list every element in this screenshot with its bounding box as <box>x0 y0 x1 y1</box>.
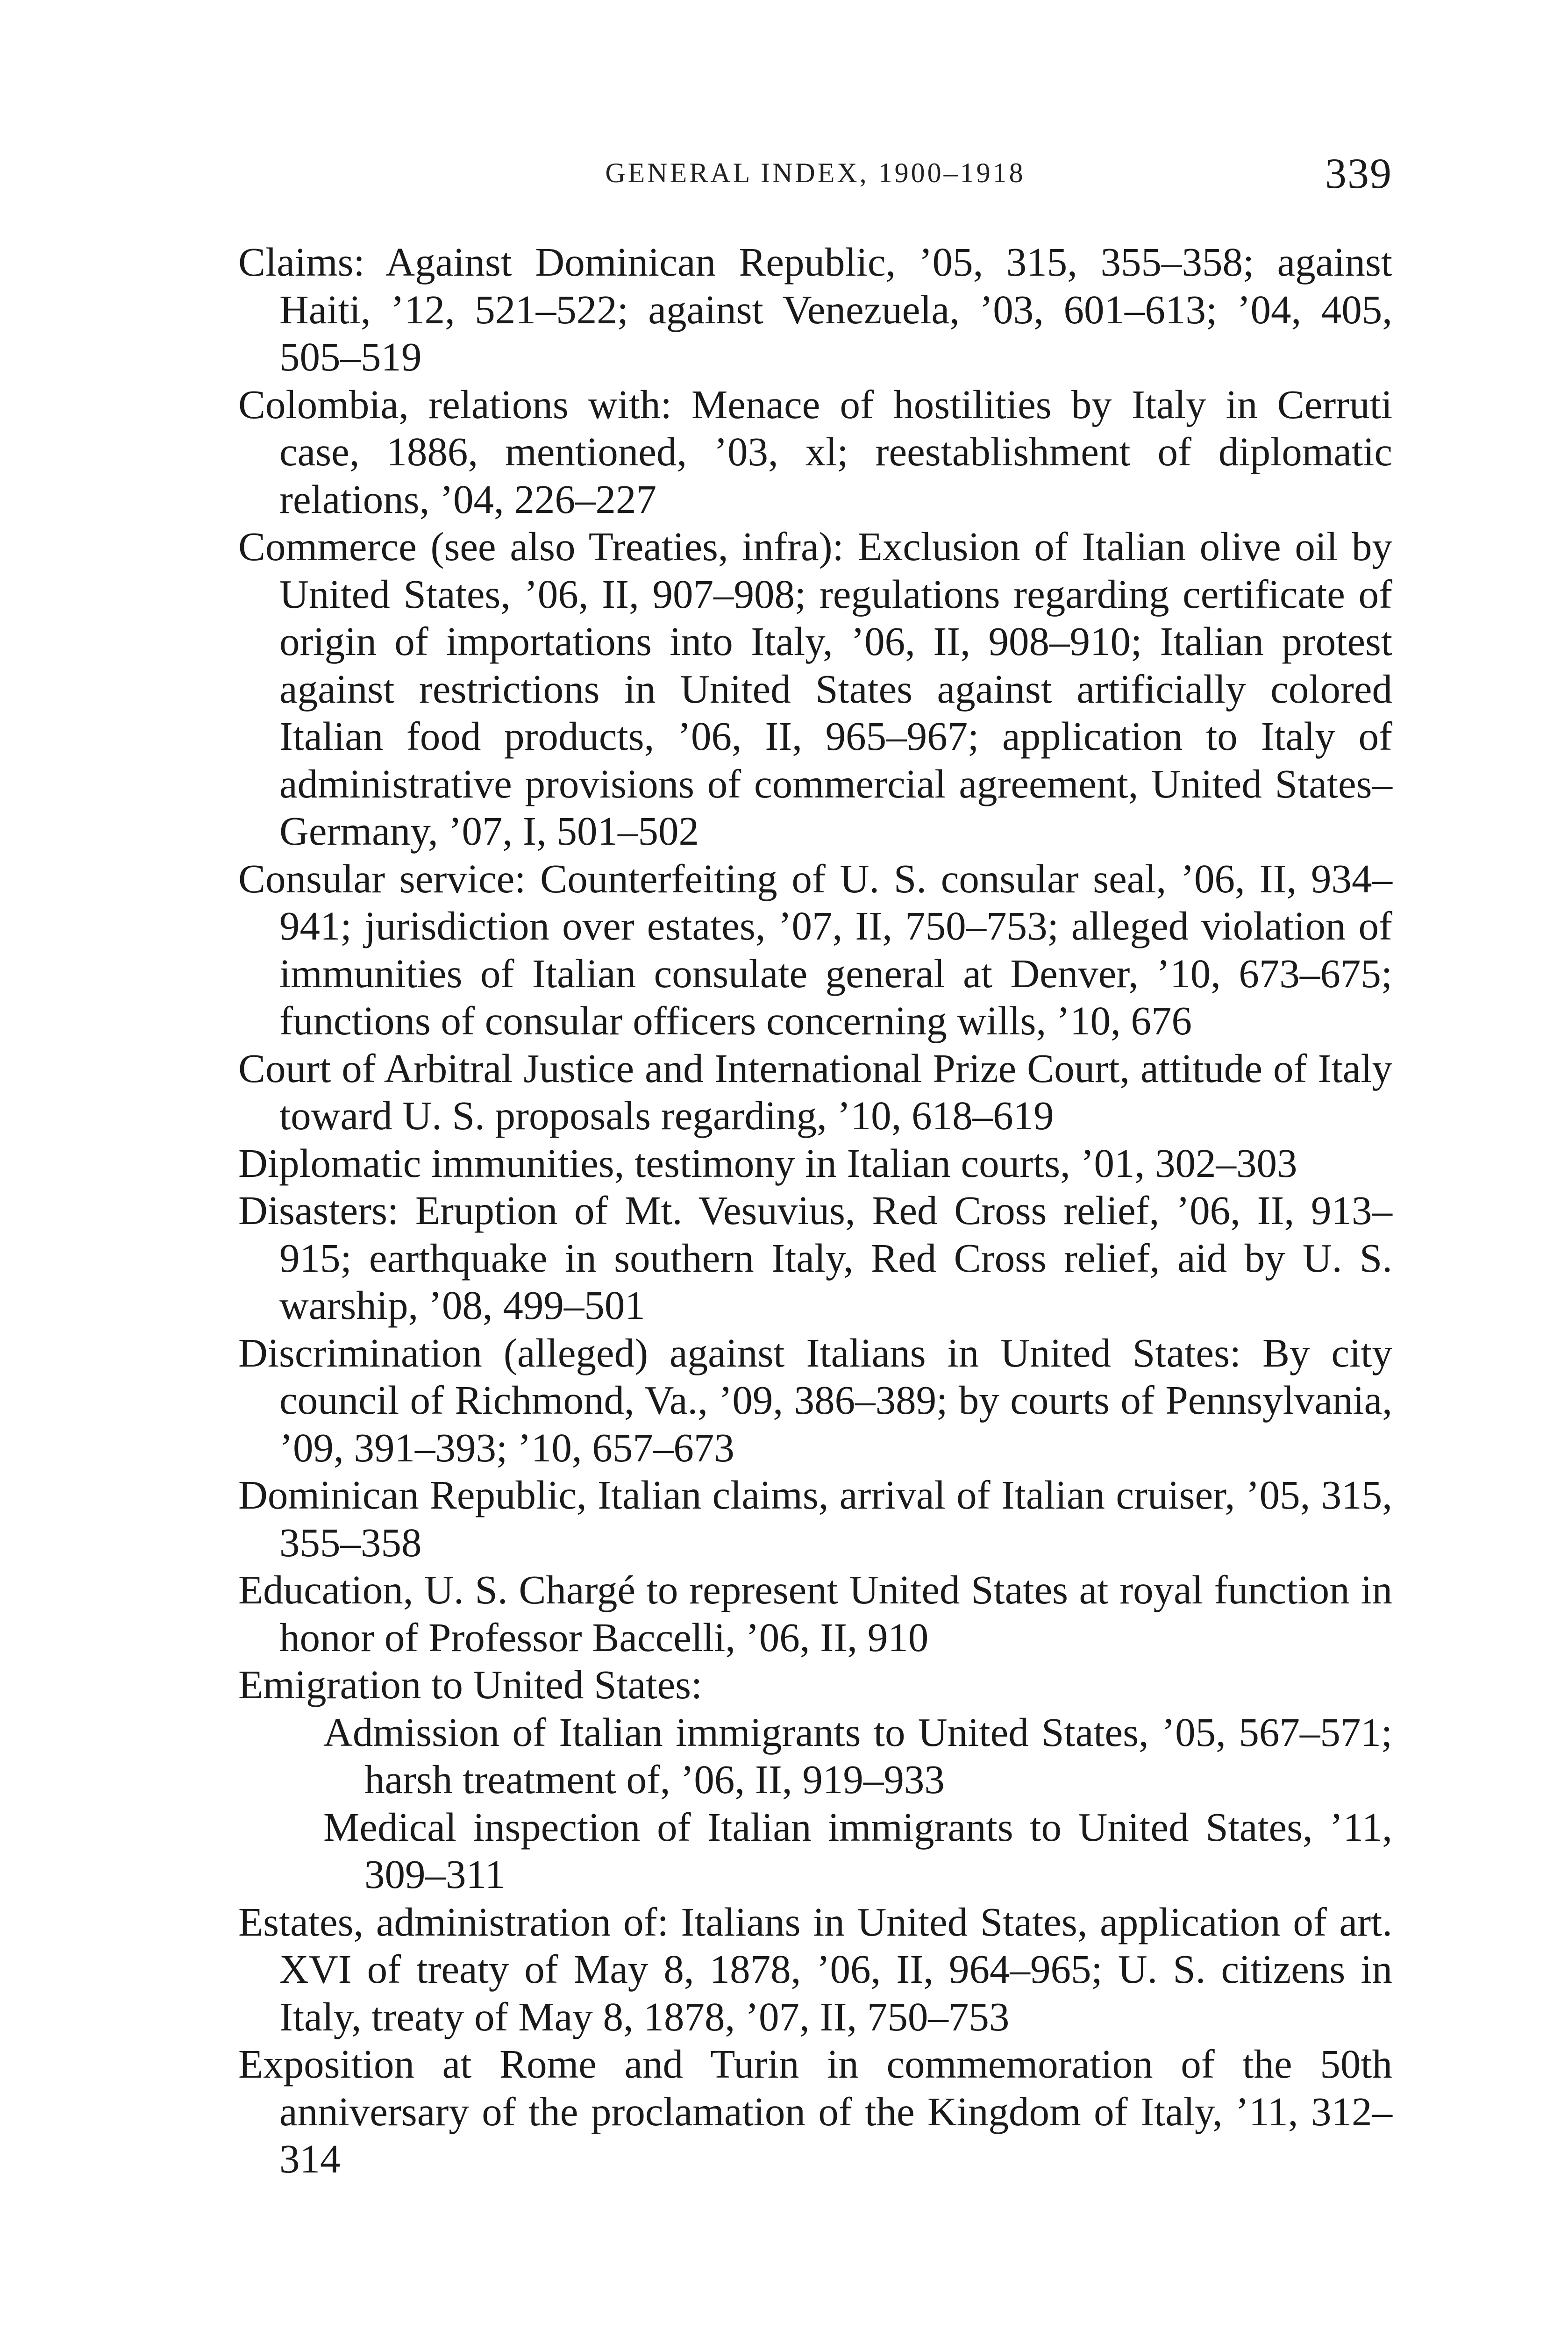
entry-text: Diplomatic immunities, testimony in Italian courts, ’01, 302–303 <box>238 1140 1297 1186</box>
index-entry-claims <box>238 238 1392 381</box>
index-entry-colombia <box>238 381 1392 523</box>
entry-text: Colombia, relations with: Menace of hostilities by Italy in Cerruti case, 1886, mentioned, ’03, xl; reestablishment of diplomatic relations, ’04, 226–227 <box>238 381 1392 522</box>
entry-text: Exposition at Rome and Turin in commemoration of the 50th anniversary of the proclamation of the Kingdom of Italy, ’11, 312–314 <box>238 2041 1392 2181</box>
index-entry-disasters <box>238 1187 1392 1329</box>
page-number: 339 <box>1325 150 1392 197</box>
index-entry-emigration <box>238 1661 1392 1709</box>
entry-text: Court of Arbitral Justice and International Prize Court, attitude of Italy toward U. S. proposals regarding, ’10, 618–619 <box>238 1045 1392 1138</box>
index-subentry-medical-inspection <box>238 1803 1392 1898</box>
entry-text: Discrimination (alleged) against Italians in United States: By city council of Richmond, Va., ’09, 386–389; by courts of Pennsylvania, ’09, 391–393; ’10, 657–673 <box>238 1330 1392 1470</box>
entry-text: Disasters: Eruption of Mt. Vesuvius, Red Cross relief, ’06, II, 913–915; earthquake in southern Italy, Red Cross relief, aid by U. S. warship, ’08, 499–501 <box>238 1188 1392 1328</box>
index-entry-exposition <box>238 2040 1392 2183</box>
entry-text: Emigration to United States: <box>238 1662 703 1707</box>
index-entry-consular-service <box>238 855 1392 1045</box>
entry-text: Education, U. S. Chargé to represent United States at royal function in honor of Professor Baccelli, ’06, II, 910 <box>238 1567 1392 1660</box>
entry-text: Estates, administration of: Italians in United States, application of art. XVI of treaty of May 8, 1878, ’06, II, 964–965; U. S. citizens in Italy, treaty of May 8, 1878, ’07, II, 750–753 <box>238 1899 1392 2039</box>
index-body <box>238 238 1392 2183</box>
running-head <box>238 149 1392 200</box>
index-entry-dominican-republic <box>238 1471 1392 1566</box>
entry-text: Commerce (see also Treaties, infra): Exclusion of Italian olive oil by United States, ’06, II, 907–908; regulations regarding certificate of origin of importations into Italy, ’06, II, 908–910; Italian protest against restrictions in United States against artificially colored Italian food products, ’06, II, 965–967; application to Italy of administrative provisions of commercial agreement, United States–Germany, ’07, I, 501–502 <box>238 524 1392 854</box>
index-entry-discrimination <box>238 1329 1392 1472</box>
subentry-text: Medical inspection of Italian immigrants to United States, ’11, 309–311 <box>323 1804 1392 1897</box>
subentry-text: Admission of Italian immigrants to United States, ’05, 567–571; harsh treatment of, ’06, II, 919–933 <box>323 1709 1392 1802</box>
index-entry-court-of-arbitral-justice <box>238 1045 1392 1140</box>
index-subentry-admission <box>238 1709 1392 1803</box>
entry-text: Dominican Republic, Italian claims, arrival of Italian cruiser, ’05, 315, 355–358 <box>238 1472 1392 1565</box>
entry-text: Consular service: Counterfeiting of U. S. consular seal, ’06, II, 934–941; jurisdiction over estates, ’07, II, 750–753; alleged violation of immunities of Italian consulate general at Denver, ’10, 673–675; functions of consular officers concerning wills, ’10, 676 <box>238 855 1392 1043</box>
index-entry-education <box>238 1566 1392 1661</box>
index-entry-estates <box>238 1898 1392 2041</box>
running-title: GENERAL INDEX, 1900–1918 <box>605 157 1026 188</box>
index-entry-commerce <box>238 523 1392 855</box>
index-entry-diplomatic-immunities <box>238 1140 1392 1187</box>
entry-text: Claims: Against Dominican Republic, ’05, 315, 355–358; against Haiti, ’12, 521–522; against Venezuela, ’03, 601–613; ’04, 405, 505–519 <box>238 239 1392 379</box>
